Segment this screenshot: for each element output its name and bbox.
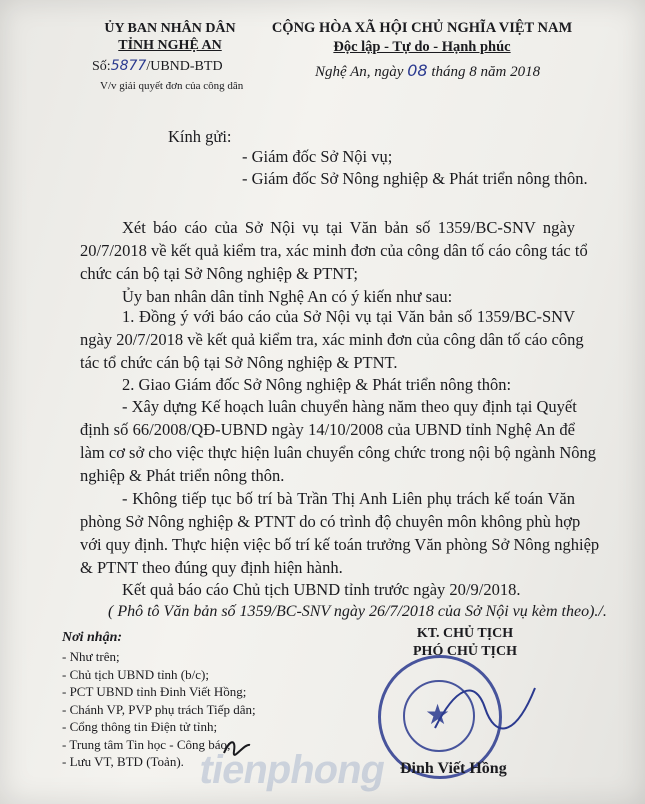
star-icon: ★ [425, 700, 451, 731]
national-motto [252, 39, 592, 56]
p3-line: ngày 20/7/2018 về kết quả kiểm tra, xác minh đơn của công dân tố cáo công [80, 330, 584, 349]
agency-line1: ỦY BAN NHÂN DÂN [104, 21, 236, 36]
p5-line: định số 66/2008/QĐ-UBND ngày 14/10/2008 của UBND tỉnh Nghệ An để [80, 420, 575, 439]
p6-line: - Không tiếp tục bố trí bà Trần Thị Anh Liên phụ trách kế toán Văn [122, 489, 575, 508]
date-prefix: Nghệ An, ngày [315, 64, 404, 80]
paragraph-2: Ủy ban nhân dân tỉnh Nghệ An có ý kiến như sau: [122, 287, 453, 306]
paragraph-6 [80, 487, 600, 579]
national-motto-text: Độc lập - Tự do - Hạnh phúc [333, 39, 511, 55]
doc-number-handwritten: 5877 [110, 58, 147, 74]
signature-title-1: KT. CHỦ TỊCH [416, 626, 514, 641]
p1-line: chức cán bộ tại Sở Nông nghiệp & PTNT; [80, 264, 358, 283]
agency-line2: TỈNH NGHỆ AN [118, 38, 222, 53]
national-title: CỘNG HÒA XÃ HỘI CHỦ NGHĨA VIỆT NAM [271, 20, 573, 36]
issue-date [315, 61, 540, 81]
p1-line: 20/7/2018 về kết quả kiểm tra, xác minh đơn của công dân tố cáo công tác tổ [80, 241, 588, 260]
p3-line: 1. Đồng ý với báo cáo của Sở Nội vụ tại Văn bản số 1359/BC-SNV [122, 307, 575, 326]
date-day: 08 [407, 61, 428, 80]
addressee-2: - Giám đốc Sở Nông nghiệp & Phát triển nông thôn. [242, 169, 588, 188]
recipient-item: - Cổng thông tin Điện tử tỉnh; [62, 719, 218, 734]
doc-number [92, 58, 223, 75]
paragraph-1 [80, 216, 588, 285]
paragraph-5 [80, 395, 596, 487]
p5-line: làm cơ sở cho việc thực hiện luân chuyển công chức trong nội bộ ngành Nông [80, 443, 596, 462]
signer-name: Đinh Viết Hồng [400, 760, 507, 777]
paragraph-3 [80, 305, 584, 374]
recipient-item: - Lưu VT, BTD (Toản). [62, 754, 184, 769]
signature-scribble [425, 668, 545, 748]
paragraph-4: 2. Giao Giám đốc Sở Nông nghiệp & Phát triển nông thôn: [122, 375, 512, 394]
signature-title-2: PHÓ CHỦ TỊCH [413, 644, 517, 659]
doc-number-prefix: Số: [92, 59, 111, 74]
paragraph-7: Kết quả báo cáo Chủ tịch UBND tỉnh trước ngày 20/9/2018. [122, 580, 521, 599]
paragraph-8: ( Phô tô Văn bản số 1359/BC-SNV ngày 26/7/2018 của Sở Nội vụ kèm theo)./. [108, 603, 607, 620]
p6-line: với quy định. Thực hiện việc bố trí kế toán trưởng Văn phòng Sở Nông nghiệp [80, 535, 600, 554]
p3-line: tác tổ chức cán bộ tại Sở Nông nghiệp & PTNT. [80, 353, 398, 372]
date-rest: tháng 8 năm 2018 [431, 64, 541, 80]
addressee-1: - Giám đốc Sở Nội vụ; [242, 147, 393, 166]
recipient-item: - Chánh VP, PVP phụ trách Tiếp dân; [62, 701, 256, 717]
p6-line: & PTNT theo đúng quy định hiện hành. [80, 558, 343, 577]
recipients-title: Nơi nhận: [62, 630, 123, 645]
p6-line: phòng Sở Nông nghiệp & PTNT do có trình độ chuyên môn không phù hợp [80, 512, 581, 531]
greeting: Kính gửi: [168, 127, 232, 146]
doc-subject: V/v giải quyết đơn của công dân [100, 80, 244, 92]
recipient-item: - Chủ tịch UBND tỉnh (b/c); [62, 666, 209, 682]
p5-line: nghiệp & Phát triển nông thôn. [80, 466, 285, 485]
watermark: tienphong [196, 748, 389, 792]
recipient-item: - Như trên; [62, 649, 120, 664]
p5-line: - Xây dựng Kế hoạch luân chuyển hàng năm theo quy định tại Quyết [122, 397, 577, 416]
recipient-item: - Trung tâm Tin học - Công báo; [62, 736, 231, 752]
recipient-item: - PCT UBND tỉnh Đinh Viết Hồng; [62, 684, 247, 699]
p1-line: Xét báo cáo của Sở Nội vụ tại Văn bản số 1359/BC-SNV ngày [122, 218, 575, 237]
doc-number-suffix: /UBND-BTD [146, 59, 223, 74]
